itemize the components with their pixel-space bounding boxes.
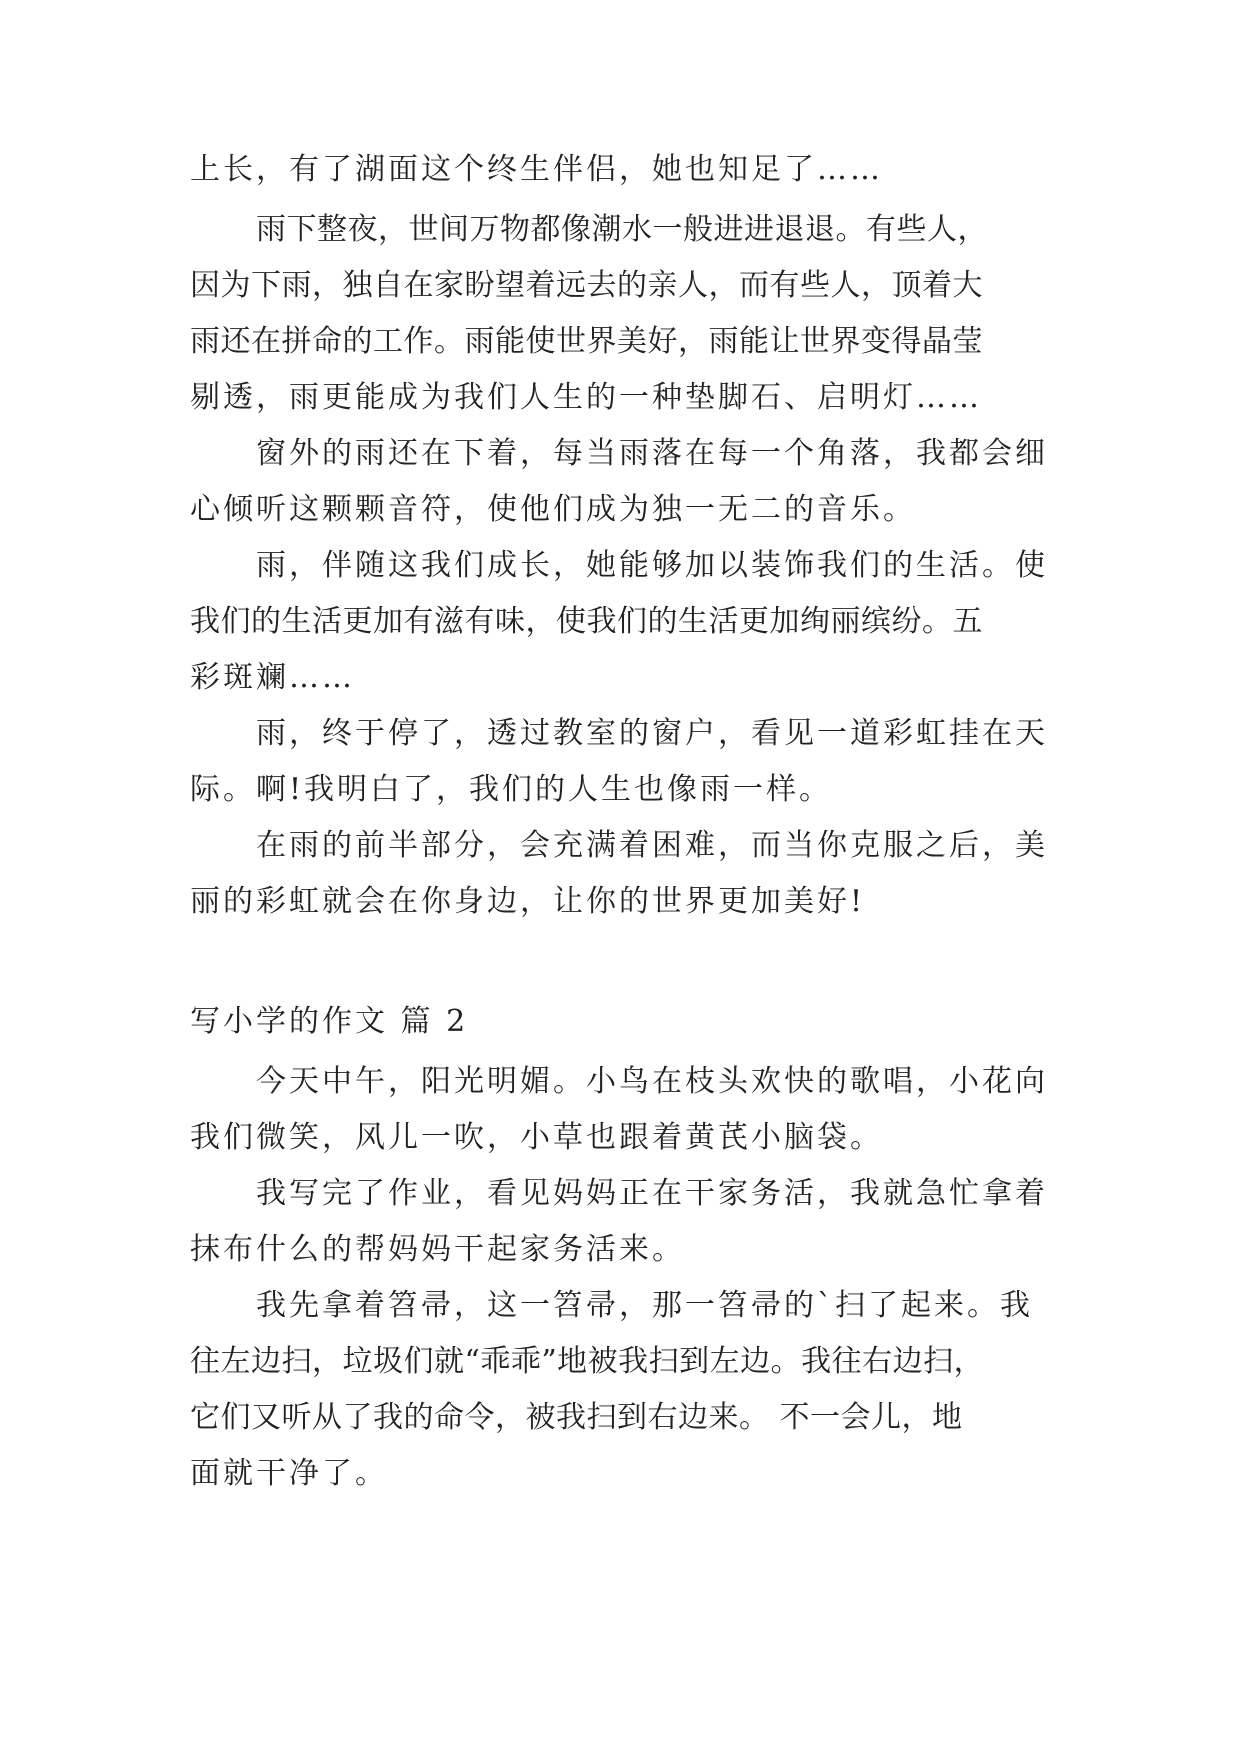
text-line: 际。啊!我明白了，我们的人生也像雨一样。 <box>190 772 833 807</box>
text-line: 雨还在拼命的工作。雨能使世界美好，雨能让世界变得晶莹 <box>190 324 983 359</box>
text-line: 我先拿着笤帚，这一笤帚，那一笤帚的`扫了起来。我 <box>256 1288 1033 1323</box>
text-line: 上长，有了湖面这个终生伴侣，她也知足了…… <box>190 152 883 187</box>
text-line: 彩斑斓…… <box>190 660 355 695</box>
text-line: 雨，伴随这我们成长，她能够加以装饰我们的生活。使 <box>256 548 1048 583</box>
text-line: 丽的彩虹就会在你身边，让你的世界更加美好! <box>190 884 866 919</box>
section-heading: 写小学的作文 篇 2 <box>190 1004 469 1039</box>
text-line: 我写完了作业，看见妈妈正在干家务活，我就急忙拿着 <box>256 1176 1048 1211</box>
text-line: 剔透，雨更能成为我们人生的一种垫脚石、启明灯…… <box>190 380 982 415</box>
text-line: 我们的生活更加有滋有味，使我们的生活更加绚丽缤纷。五 <box>190 604 983 639</box>
text-line: 抹布什么的帮妈妈干起家务活来。 <box>190 1232 685 1267</box>
text-line: 往左边扫，垃圾们就“乖乖”地被我扫到左边。我往右边扫， <box>190 1344 985 1379</box>
text-line: 心倾听这颗颗音符，使他们成为独一无二的音乐。 <box>190 492 916 527</box>
text-line: 因为下雨，独自在家盼望着远去的亲人，而有些人，顶着大 <box>190 268 983 303</box>
text-line: 今天中午，阳光明媚。小鸟在枝头欢快的歌唱，小花向 <box>256 1064 1048 1099</box>
text-line: 它们又听从了我的命令，被我扫到右边来。 不一会儿，地 <box>190 1400 963 1435</box>
text-line: 面就干净了。 <box>190 1456 388 1491</box>
text-line: 雨，终于停了，透过教室的窗户，看见一道彩虹挂在天 <box>256 716 1048 751</box>
text-line: 在雨的前半部分，会充满着困难，而当你克服之后，美 <box>256 828 1048 863</box>
text-line: 窗外的雨还在下着，每当雨落在每一个角落，我都会细 <box>256 436 1048 471</box>
text-line: 雨下整夜，世间万物都像潮水一般进进退退。有些人， <box>256 212 988 247</box>
text-line: 我们微笑，风儿一吹，小草也跟着黄芪小脑袋。 <box>190 1120 883 1155</box>
